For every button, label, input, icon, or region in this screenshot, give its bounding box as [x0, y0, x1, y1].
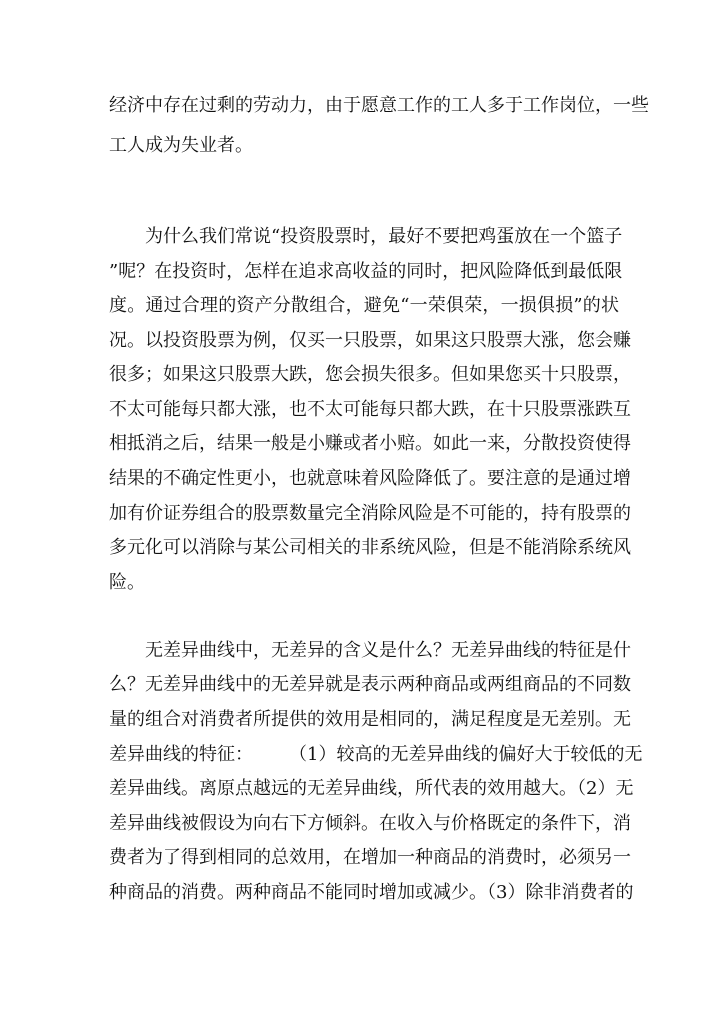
paragraph-3-line-1: 无差异曲线中，无差异的含义是什么？无差异曲线的特征是什 [109, 640, 631, 661]
paragraph-2-line-2: ”呢？在投资时，怎样在追求高收益的同时，把风险降低到最低限 [109, 261, 623, 282]
paragraph-1-line-2: 工人成为失业者。 [109, 135, 253, 156]
paragraph-2-line-3: 度。通过合理的资产分散组合，避免“一荣俱荣，一损俱损”的状 [109, 295, 619, 316]
paragraph-1-line-1: 经济中存在过剩的劳动力，由于愿意工作的工人多于工作岗位，一些 [109, 95, 649, 116]
paragraph-2-line-10: 多元化可以消除与某公司相关的非系统风险，但是不能消除系统风 [109, 537, 631, 558]
paragraph-3-line-2: 么？无差异曲线中的无差异就是表示两种商品或两组商品的不同数 [109, 674, 631, 695]
paragraph-3-line-4: 差异曲线的特征： （1）较高的无差异曲线的偏好大于较低的无 [109, 744, 643, 765]
paragraph-2-line-6: 不太可能每只都大涨，也不太可能每只都大跌，在十只股票涨跌互 [109, 399, 631, 420]
paragraph-3-line-7: 费者为了得到相同的总效用，在增加一种商品的消费时，必须另一 [109, 847, 631, 868]
paragraph-2-line-9: 加有价证券组合的股票数量完全消除风险是不可能的，持有股票的 [109, 503, 631, 524]
paragraph-2-line-4: 况。以投资股票为例，仅买一只股票，如果这只股票大涨，您会赚 [109, 330, 631, 351]
paragraph-3-line-3: 量的组合对消费者所提供的效用是相同的，满足程度是无差别。无 [109, 709, 631, 730]
paragraph-2-line-5: 很多；如果这只股票大跌，您会损失很多。但如果您买十只股票， [109, 364, 631, 385]
paragraph-3-line-8: 种商品的消费。两种商品不能同时增加或减少。（3）除非消费者的 [109, 882, 634, 903]
paragraph-2-line-1: 为什么我们常说“投资股票时，最好不要把鸡蛋放在一个篮子 [109, 226, 623, 247]
paragraph-3-line-5: 差异曲线。离原点越远的无差异曲线，所代表的效用越大。（2）无 [109, 778, 634, 799]
paragraph-2-line-8: 结果的不确定性更小，也就意味着风险降低了。要注意的是通过增 [109, 468, 631, 489]
paragraph-3-line-6: 差异曲线被假设为向右下方倾斜。在收入与价格既定的条件下，消 [109, 813, 631, 834]
paragraph-2-line-7: 相抵消之后，结果一般是小赚或者小赔。如此一来，分散投资使得 [109, 433, 631, 454]
paragraph-2-line-11: 险。 [109, 572, 145, 593]
